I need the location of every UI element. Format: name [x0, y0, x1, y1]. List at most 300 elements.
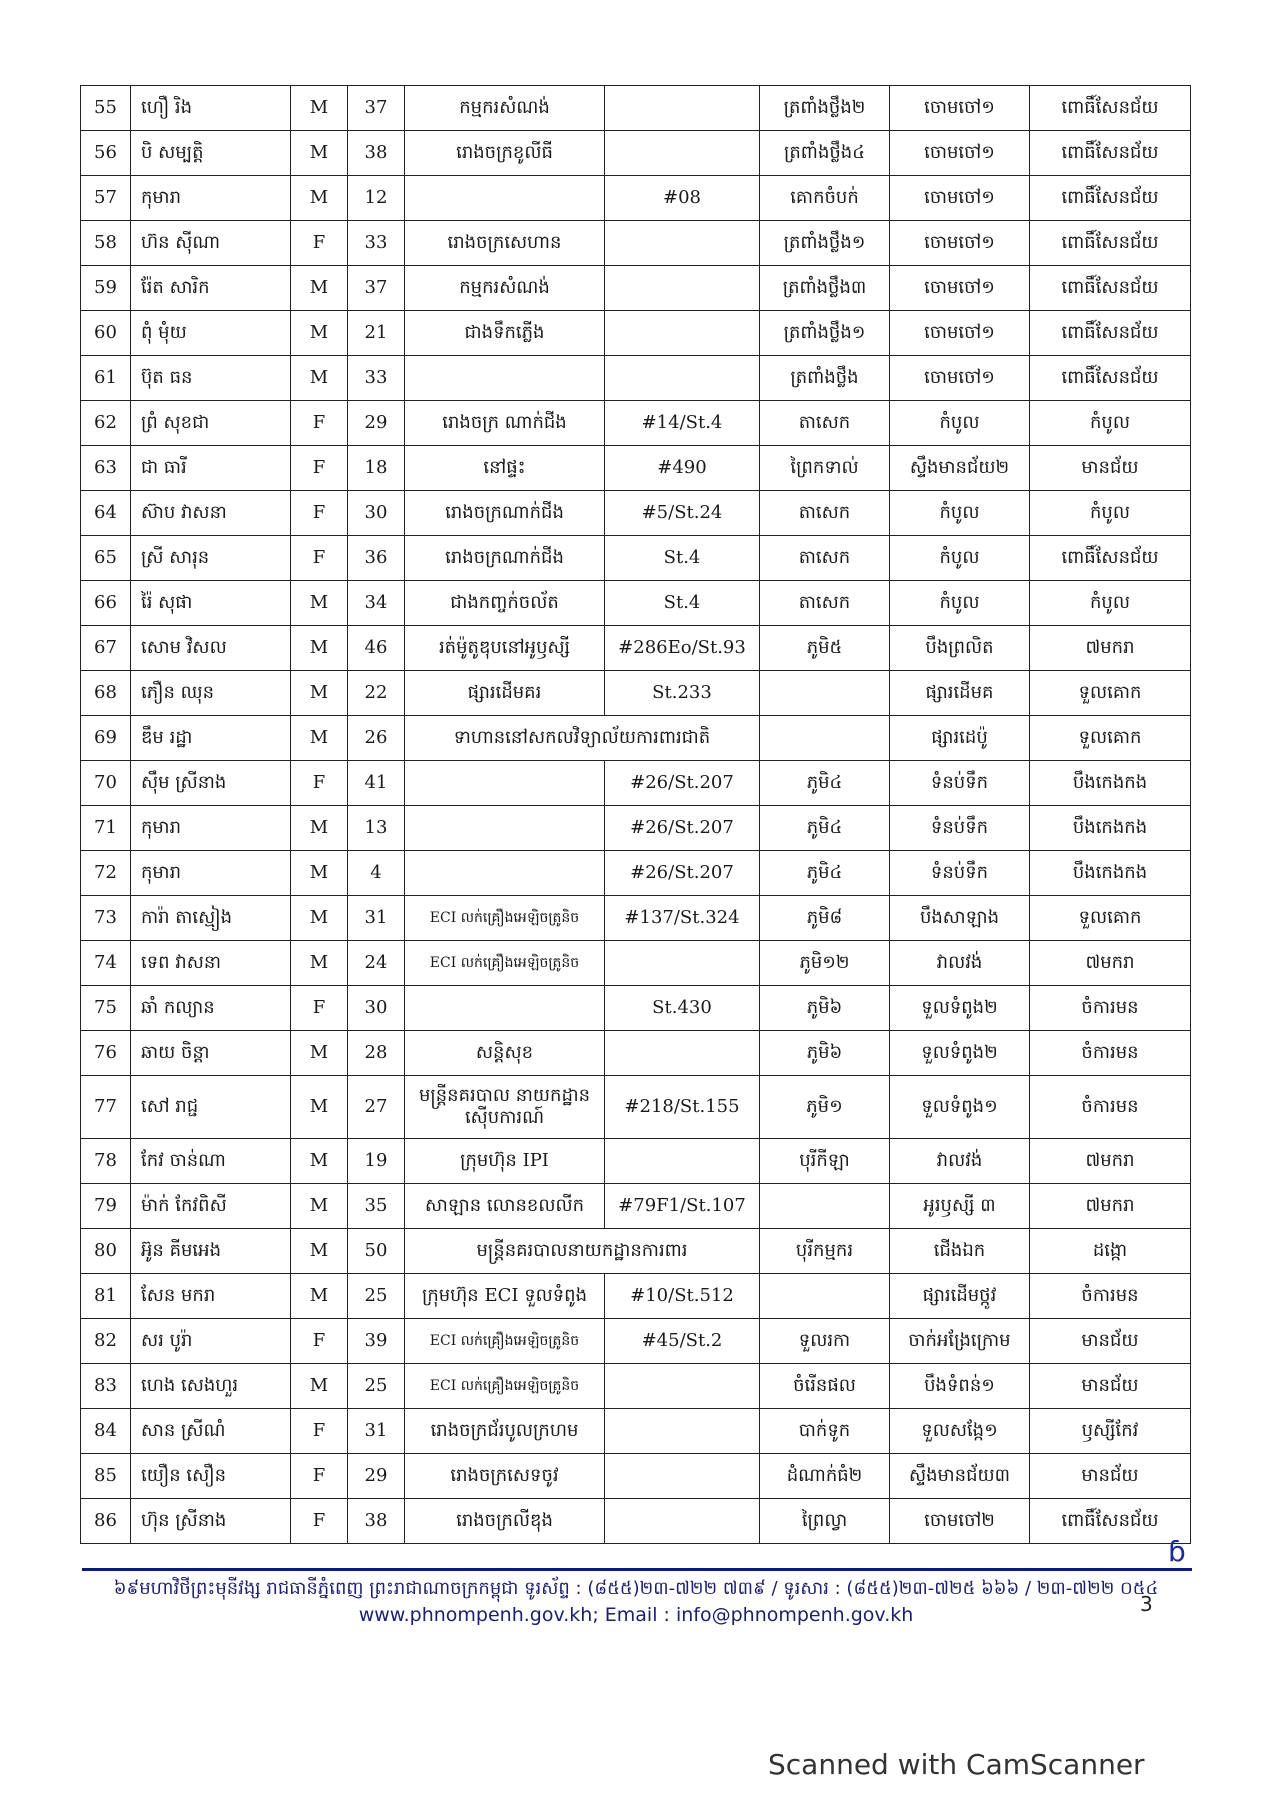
cell-no: 61	[81, 356, 131, 401]
cell-commune: ទំនប់ទឹក	[890, 851, 1030, 896]
cell-no: 74	[81, 941, 131, 986]
cell-village: ទួលរកា	[760, 1319, 890, 1364]
cell-addr: St.4	[605, 536, 760, 581]
cell-sex: M	[291, 266, 348, 311]
cell-sex: F	[291, 1499, 348, 1544]
cell-district: មានជ័យ	[1030, 1319, 1191, 1364]
table-row	[81, 446, 1191, 491]
cell-job: មន្ត្រីនគរបាល នាយកដ្ឋានស៊ើបការណ៍	[405, 1076, 605, 1139]
cell-addr	[605, 1499, 760, 1544]
cell-addr: #10/St.512	[605, 1274, 760, 1319]
cell-district: កំបូល	[1030, 581, 1191, 626]
cell-job: រត់ម៉ូតូឌុបនៅអូឫស្សី	[405, 626, 605, 671]
cell-district: ពោធិ៍សែនជ័យ	[1030, 131, 1191, 176]
cell-district: ៧មករា	[1030, 626, 1191, 671]
cell-age: 30	[348, 986, 405, 1031]
cell-age: 29	[348, 401, 405, 446]
cell-sex: F	[291, 761, 348, 806]
cell-commune: បឹងព្រលិត	[890, 626, 1030, 671]
cell-district: ពោធិ៍សែនជ័យ	[1030, 356, 1191, 401]
table-row	[81, 311, 1191, 356]
cell-job	[405, 806, 605, 851]
cell-village: ត្រពាំងថ្លឹង៤	[760, 131, 890, 176]
cell-village: ភូមិ៤	[760, 761, 890, 806]
table-row	[81, 176, 1191, 221]
cell-commune: វាលវង់	[890, 941, 1030, 986]
cell-no: 70	[81, 761, 131, 806]
cell-commune: ចោមចៅ១	[890, 131, 1030, 176]
table-row	[81, 131, 1191, 176]
table-row	[81, 1031, 1191, 1076]
cell-age: 34	[348, 581, 405, 626]
cell-age: 25	[348, 1364, 405, 1409]
cell-age: 21	[348, 311, 405, 356]
cell-age: 31	[348, 896, 405, 941]
cell-sex: M	[291, 806, 348, 851]
cell-no: 64	[81, 491, 131, 536]
cell-no: 80	[81, 1229, 131, 1274]
cell-no: 81	[81, 1274, 131, 1319]
cell-sex: M	[291, 851, 348, 896]
cell-village: តាសេក	[760, 581, 890, 626]
cell-village: ត្រពាំងថ្លឹង២	[760, 86, 890, 131]
cell-addr: St.233	[605, 671, 760, 716]
cell-village: ព្រៃល្វា	[760, 1499, 890, 1544]
cell-village: ចំរើនផល	[760, 1364, 890, 1409]
table-row	[81, 266, 1191, 311]
cell-addr	[605, 1031, 760, 1076]
cell-addr	[605, 1139, 760, 1184]
cell-sex: M	[291, 1031, 348, 1076]
cell-no: 69	[81, 716, 131, 761]
table-row	[81, 86, 1191, 131]
cell-job: សន្តិសុខ	[405, 1031, 605, 1076]
cell-name: សែន មករា	[131, 1274, 291, 1319]
table-row	[81, 851, 1191, 896]
cell-district: ៧មករា	[1030, 941, 1191, 986]
table-row	[81, 671, 1191, 716]
cell-commune: ចាក់អង្រែក្រោម	[890, 1319, 1030, 1364]
table-row	[81, 761, 1191, 806]
cell-name: ទេព វាសនា	[131, 941, 291, 986]
table-row	[81, 626, 1191, 671]
cell-addr	[605, 86, 760, 131]
cell-job	[405, 761, 605, 806]
cell-job: កម្មករសំណង់	[405, 266, 605, 311]
cell-job: ទាហាននៅសកលវិទ្យាល័យការពារជាតិ	[405, 716, 760, 761]
cell-name: កុមារា	[131, 176, 291, 221]
footer-web-email: www.phnompenh.gov.kh; Email : info@phnompenh.gov.kh	[358, 1604, 914, 1626]
cell-no: 67	[81, 626, 131, 671]
cell-commune: ទួលសង្កែ១	[890, 1409, 1030, 1454]
cell-job: រោងចក្រណាក់ជីង	[405, 491, 605, 536]
cell-village	[760, 716, 890, 761]
camscanner-watermark: Scanned with CamScanner	[768, 1748, 1145, 1781]
cell-job	[405, 356, 605, 401]
cell-job	[405, 986, 605, 1031]
table-row	[81, 1454, 1191, 1499]
cell-commune: ស្ទឹងមានជ័យ២	[890, 446, 1030, 491]
table-row	[81, 1409, 1191, 1454]
cell-no: 75	[81, 986, 131, 1031]
table-row	[81, 1076, 1191, 1139]
cell-name: អ៊ូន គីមអេង	[131, 1229, 291, 1274]
cell-commune: ចោមចៅ១	[890, 311, 1030, 356]
cell-commune: ជើងឯក	[890, 1229, 1030, 1274]
cell-district: បឹងកេងកង	[1030, 851, 1191, 896]
cell-job: ផ្សារដើមគរ	[405, 671, 605, 716]
cell-sex: M	[291, 1274, 348, 1319]
cell-district: ពោធិ៍សែនជ័យ	[1030, 221, 1191, 266]
cell-addr: #79F1/St.107	[605, 1184, 760, 1229]
cell-no: 78	[81, 1139, 131, 1184]
table-row	[81, 221, 1191, 266]
cell-village: ភូមិ៤	[760, 851, 890, 896]
cell-name: ឌឹម រដ្ឋា	[131, 716, 291, 761]
cell-name: ហឿ រិង	[131, 86, 291, 131]
cell-sex: M	[291, 941, 348, 986]
cell-name: រ៉ែត សារិក	[131, 266, 291, 311]
table-row	[81, 536, 1191, 581]
cell-commune: ទួលទំពូង២	[890, 1031, 1030, 1076]
cell-district: ពោធិ៍សែនជ័យ	[1030, 311, 1191, 356]
cell-commune: កំបូល	[890, 491, 1030, 536]
cell-commune: បឹងទំពន់១	[890, 1364, 1030, 1409]
cell-village: បុរីកីឡា	[760, 1139, 890, 1184]
cell-village: ភូមិ១២	[760, 941, 890, 986]
cell-age: 12	[348, 176, 405, 221]
cell-village: ភូមិ៨	[760, 896, 890, 941]
cell-commune: ចោមចៅ១	[890, 176, 1030, 221]
cell-age: 25	[348, 1274, 405, 1319]
cell-district: ចំការមន	[1030, 1274, 1191, 1319]
table-row	[81, 1139, 1191, 1184]
cell-job: ក្រុមហ៊ុន IPI	[405, 1139, 605, 1184]
cell-no: 55	[81, 86, 131, 131]
cell-name: ស៊ឹម ស្រីនាង	[131, 761, 291, 806]
footer-address: ៦៩មហាវិថីព្រះមុនីវង្ស រាជធានីភ្នំពេញ ព្រះរាជាណាចក្រកម្ពុជា ទូរស័ព្ទ : (៨៥៥)២៣-៧២២ ៧៣៩ / ទូរសារ : (៨៥៥)២៣-៧២៥ ៦៦៦ / ២៣-៧២២ ០៥៤	[113, 1578, 1159, 1599]
table-row	[81, 1319, 1191, 1364]
cell-sex: M	[291, 896, 348, 941]
cell-job: ECI លក់គ្រឿងអេឡិចត្រូនិច	[405, 1319, 605, 1364]
cell-age: 46	[348, 626, 405, 671]
cell-no: 58	[81, 221, 131, 266]
cell-no: 56	[81, 131, 131, 176]
cell-sex: M	[291, 626, 348, 671]
cell-age: 22	[348, 671, 405, 716]
cell-commune: ចោមចៅ១	[890, 86, 1030, 131]
cell-sex: M	[291, 356, 348, 401]
cell-sex: M	[291, 1139, 348, 1184]
cell-commune: ផ្សារដើមថ្កូវ	[890, 1274, 1030, 1319]
cell-commune: ចោមចៅ១	[890, 356, 1030, 401]
cell-age: 41	[348, 761, 405, 806]
cell-addr: #490	[605, 446, 760, 491]
cell-job: សាឡាន លោនខលលីក	[405, 1184, 605, 1229]
table-row	[81, 941, 1191, 986]
cell-village: បុរីកម្មករ	[760, 1229, 890, 1274]
cell-district: ពោធិ៍សែនជ័យ	[1030, 176, 1191, 221]
cell-age: 27	[348, 1076, 405, 1139]
cell-job: នៅផ្ទះ	[405, 446, 605, 491]
cell-district: ដង្កោ	[1030, 1229, 1191, 1274]
table-row	[81, 581, 1191, 626]
cell-name: កែវ ចាន់ណា	[131, 1139, 291, 1184]
cell-name: ឆាំ កល្យាន	[131, 986, 291, 1031]
table-row	[81, 986, 1191, 1031]
cell-name: សោម វិសល	[131, 626, 291, 671]
cell-village: ត្រពាំងថ្លឹង	[760, 356, 890, 401]
cell-village: តាសេក	[760, 401, 890, 446]
cell-commune: ទំនប់ទឹក	[890, 806, 1030, 851]
cell-addr	[605, 131, 760, 176]
cell-addr: St.4	[605, 581, 760, 626]
cell-no: 57	[81, 176, 131, 221]
cell-village: តាសេក	[760, 491, 890, 536]
handwritten-mark: ɓ	[1168, 1535, 1186, 1568]
cell-no: 66	[81, 581, 131, 626]
cell-name: ម៉ាក់ កែវពិសី	[131, 1184, 291, 1229]
cell-name: សៅ រាជ្ជ	[131, 1076, 291, 1139]
cell-no: 73	[81, 896, 131, 941]
cell-job	[405, 176, 605, 221]
cell-age: 38	[348, 1499, 405, 1544]
cell-addr	[605, 221, 760, 266]
cell-district: ៧មករា	[1030, 1184, 1191, 1229]
table-row	[81, 1364, 1191, 1409]
cell-district: ៧មករា	[1030, 1139, 1191, 1184]
cell-age: 35	[348, 1184, 405, 1229]
cell-name: កុមារា	[131, 806, 291, 851]
cell-name: ពុំ មុំយ	[131, 311, 291, 356]
cell-age: 39	[348, 1319, 405, 1364]
cell-no: 83	[81, 1364, 131, 1409]
cell-name: បិ សម្បត្តិ	[131, 131, 291, 176]
cell-addr	[605, 1409, 760, 1454]
cell-job: រោងចក្រសេហាន	[405, 221, 605, 266]
cell-district: ចំការមន	[1030, 1031, 1191, 1076]
cell-addr	[605, 941, 760, 986]
cell-no: 79	[81, 1184, 131, 1229]
table-row	[81, 806, 1191, 851]
cell-sex: M	[291, 86, 348, 131]
cell-job: ជាងកញ្ចក់ចល័ត	[405, 581, 605, 626]
cell-name: ការ៉ា តាស្មៀង	[131, 896, 291, 941]
table-row	[81, 1229, 1191, 1274]
cell-age: 33	[348, 221, 405, 266]
cell-age: 31	[348, 1409, 405, 1454]
cell-sex: M	[291, 671, 348, 716]
cell-job: មន្ត្រីនគរបាលនាយកដ្ឋានការពារ	[405, 1229, 760, 1274]
cell-sex: M	[291, 1364, 348, 1409]
cell-district: ឫស្សីកែវ	[1030, 1409, 1191, 1454]
cell-commune: បឹងសាឡាង	[890, 896, 1030, 941]
cell-sex: F	[291, 221, 348, 266]
cell-name: ស្រី សារុន	[131, 536, 291, 581]
cell-job: រោងចក្រខូលីធី	[405, 131, 605, 176]
records-table-body	[81, 86, 1191, 1544]
cell-village: ដំណាក់ធំ២	[760, 1454, 890, 1499]
cell-district: ពោធិ៍សែនជ័យ	[1030, 1499, 1191, 1544]
table-row	[81, 716, 1191, 761]
cell-sex: M	[291, 1076, 348, 1139]
cell-district: បឹងកេងកង	[1030, 761, 1191, 806]
table-row	[81, 1184, 1191, 1229]
table-row	[81, 896, 1191, 941]
cell-village	[760, 1274, 890, 1319]
cell-job: រោងចក្រលីឌុង	[405, 1499, 605, 1544]
cell-commune: ចោមចៅ១	[890, 266, 1030, 311]
cell-district: កំបូល	[1030, 491, 1191, 536]
cell-sex: M	[291, 131, 348, 176]
cell-age: 50	[348, 1229, 405, 1274]
cell-sex: F	[291, 446, 348, 491]
cell-job: ECI លក់គ្រឿងអេឡិចត្រូនិច	[405, 941, 605, 986]
cell-job: ECI លក់គ្រឿងអេឡិចត្រូនិច	[405, 896, 605, 941]
cell-village: តាសេក	[760, 536, 890, 581]
cell-village: ភូមិ៥	[760, 626, 890, 671]
cell-job: ECI លក់គ្រឿងអេឡិចត្រូនិច	[405, 1364, 605, 1409]
cell-commune: ទួលទំពូង១	[890, 1076, 1030, 1139]
cell-no: 72	[81, 851, 131, 896]
cell-addr	[605, 356, 760, 401]
table-row	[81, 401, 1191, 446]
cell-sex: M	[291, 311, 348, 356]
cell-sex: F	[291, 401, 348, 446]
cell-commune: កំបូល	[890, 536, 1030, 581]
cell-name: ជា ធារី	[131, 446, 291, 491]
cell-village: បាក់ទូក	[760, 1409, 890, 1454]
cell-name: ភឿន ឈុន	[131, 671, 291, 716]
cell-job: រោងចក្រ ណាក់ជីង	[405, 401, 605, 446]
cell-village: គោកចំបក់	[760, 176, 890, 221]
cell-village: ត្រពាំងថ្លឹង៣	[760, 266, 890, 311]
cell-village: ត្រពាំងថ្លឹង១	[760, 311, 890, 356]
cell-no: 63	[81, 446, 131, 491]
cell-addr: #26/St.207	[605, 761, 760, 806]
cell-district: មានជ័យ	[1030, 446, 1191, 491]
cell-name: យឿន សឿន	[131, 1454, 291, 1499]
cell-name: ស៊ាប វាសនា	[131, 491, 291, 536]
cell-village: ព្រៃកទាល់	[760, 446, 890, 491]
cell-village	[760, 671, 890, 716]
cell-job: រោងចក្រសេទចូវ	[405, 1454, 605, 1499]
cell-sex: F	[291, 1319, 348, 1364]
cell-sex: M	[291, 716, 348, 761]
cell-addr: #286Eo/St.93	[605, 626, 760, 671]
cell-village: ភូមិ៦	[760, 986, 890, 1031]
cell-no: 77	[81, 1076, 131, 1139]
cell-district: មានជ័យ	[1030, 1454, 1191, 1499]
cell-no: 76	[81, 1031, 131, 1076]
cell-sex: F	[291, 1409, 348, 1454]
cell-no: 86	[81, 1499, 131, 1544]
page-number: 3	[1140, 1592, 1153, 1616]
cell-age: 26	[348, 716, 405, 761]
cell-no: 65	[81, 536, 131, 581]
cell-district: ពោធិ៍សែនជ័យ	[1030, 536, 1191, 581]
cell-sex: F	[291, 491, 348, 536]
cell-village: ភូមិ៦	[760, 1031, 890, 1076]
table-row	[81, 1274, 1191, 1319]
cell-district: ចំការមន	[1030, 1076, 1191, 1139]
cell-age: 4	[348, 851, 405, 896]
cell-age: 24	[348, 941, 405, 986]
cell-job: រោងចក្រណាក់ជីង	[405, 536, 605, 581]
cell-addr	[605, 1454, 760, 1499]
cell-no: 84	[81, 1409, 131, 1454]
cell-age: 33	[348, 356, 405, 401]
cell-district: ពោធិ៍សែនជ័យ	[1030, 86, 1191, 131]
records-table	[80, 85, 1191, 1544]
cell-no: 85	[81, 1454, 131, 1499]
cell-commune: ចោមចៅ២	[890, 1499, 1030, 1544]
cell-addr: #08	[605, 176, 760, 221]
cell-sex: F	[291, 1454, 348, 1499]
cell-addr	[605, 1364, 760, 1409]
cell-addr: #45/St.2	[605, 1319, 760, 1364]
cell-district: មានជ័យ	[1030, 1364, 1191, 1409]
cell-age: 38	[348, 131, 405, 176]
cell-name: ឆាយ ចិន្តា	[131, 1031, 291, 1076]
cell-name: រ៉ៃ សុផា	[131, 581, 291, 626]
cell-name: ប៊ុត ធន	[131, 356, 291, 401]
cell-district: ពោធិ៍សែនជ័យ	[1030, 266, 1191, 311]
cell-no: 62	[81, 401, 131, 446]
cell-sex: M	[291, 1229, 348, 1274]
cell-age: 28	[348, 1031, 405, 1076]
cell-village: ត្រពាំងថ្លឹង១	[760, 221, 890, 266]
cell-sex: M	[291, 1184, 348, 1229]
cell-addr	[605, 311, 760, 356]
cell-no: 71	[81, 806, 131, 851]
cell-addr: #5/St.24	[605, 491, 760, 536]
cell-commune: ទំនប់ទឹក	[890, 761, 1030, 806]
table-row	[81, 1499, 1191, 1544]
cell-name: ហេង សេងហួរ	[131, 1364, 291, 1409]
cell-addr	[605, 266, 760, 311]
cell-no: 60	[81, 311, 131, 356]
footer-rule	[82, 1568, 1192, 1571]
cell-age: 36	[348, 536, 405, 581]
cell-commune: ចោមចៅ១	[890, 221, 1030, 266]
cell-sex: F	[291, 986, 348, 1031]
cell-job: កម្មករសំណង់	[405, 86, 605, 131]
cell-district: កំបូល	[1030, 401, 1191, 446]
cell-job: ក្រុមហ៊ុន ECI ទួលទំពូង	[405, 1274, 605, 1319]
cell-age: 13	[348, 806, 405, 851]
cell-commune: កំបូល	[890, 581, 1030, 626]
cell-job: រោងចក្រជ័របូលក្រហម	[405, 1409, 605, 1454]
cell-sex: M	[291, 581, 348, 626]
cell-sex: F	[291, 536, 348, 581]
cell-no: 82	[81, 1319, 131, 1364]
cell-name: សរ បូរ៉ា	[131, 1319, 291, 1364]
table-row	[81, 491, 1191, 536]
cell-name: សាន ស្រីណំ	[131, 1409, 291, 1454]
cell-addr: St.430	[605, 986, 760, 1031]
cell-age: 37	[348, 86, 405, 131]
cell-village	[760, 1184, 890, 1229]
cell-district: ទួលគោក	[1030, 896, 1191, 941]
cell-addr: #14/St.4	[605, 401, 760, 446]
cell-commune: កំបូល	[890, 401, 1030, 446]
cell-name: ហ៊ន ស៊ីណា	[131, 221, 291, 266]
cell-district: ចំការមន	[1030, 986, 1191, 1031]
cell-addr: #137/St.324	[605, 896, 760, 941]
cell-name: កុមារា	[131, 851, 291, 896]
cell-name: ហ៊ុន ស្រីនាង	[131, 1499, 291, 1544]
